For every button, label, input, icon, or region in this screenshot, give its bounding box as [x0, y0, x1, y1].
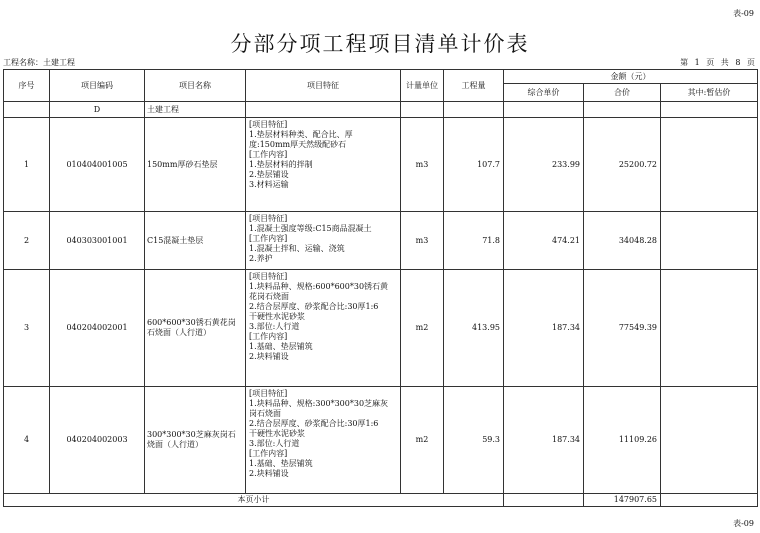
project-info-line	[3, 57, 757, 69]
row-total: 25200.72	[584, 118, 661, 212]
header-amount: 金额（元）	[504, 70, 758, 84]
row-seq: 3	[4, 270, 50, 387]
feature-line: 1.基础、垫层铺筑	[249, 459, 313, 468]
feature-line: 花岗石烧面	[249, 292, 289, 301]
feature-line: 1.混凝土强度等级:C15商品混凝土	[249, 224, 372, 233]
project-name: 工程名称：土建工程	[3, 58, 75, 67]
feature-line: 1.块料品种、规格:600*600*30锈石黄	[249, 282, 389, 291]
feature-line: 3.材料运输	[249, 180, 289, 189]
feature-line: 度:150mm厚天然级配砂石	[249, 140, 347, 149]
feature-line: 2.养护	[249, 254, 273, 263]
header-code: 项目编码	[50, 70, 145, 102]
section-row	[4, 102, 758, 118]
row-seq: 1	[4, 118, 50, 212]
row-unit-price: 187.34	[504, 387, 584, 494]
header-name: 项目名称	[145, 70, 246, 102]
page-title: 分部分项工程项目清单计价表	[230, 32, 530, 56]
feature-line: 2.结合层厚度、砂浆配合比:30厚1:6	[249, 302, 379, 311]
feature-line: 2.块料铺设	[249, 469, 289, 478]
row-total: 11109.26	[584, 387, 661, 494]
row-seq: 4	[4, 387, 50, 494]
row-features	[246, 270, 401, 387]
row-qty: 71.8	[444, 212, 504, 270]
row-code: 010404001005	[50, 118, 145, 212]
section-code: D	[50, 102, 145, 118]
feature-line: 3.部位:人行道	[249, 322, 300, 331]
header-provisional: 其中:暂估价	[661, 84, 758, 102]
row-unit: m2	[401, 270, 444, 387]
row-total: 34048.28	[584, 212, 661, 270]
feature-line: 2.垫层铺设	[249, 170, 289, 179]
feature-line: 1.混凝土拌和、运输、浇筑	[249, 244, 345, 253]
form-code-bottom: 表-09	[733, 519, 754, 528]
row-qty: 59.3	[444, 387, 504, 494]
row-features	[246, 118, 401, 212]
header-total: 合价	[584, 84, 661, 102]
feature-line: 2.块料铺设	[249, 352, 289, 361]
feature-line: 2.结合层厚度、砂浆配合比:30厚1:6	[249, 419, 379, 428]
header-qty: 工程量	[444, 70, 504, 102]
row-qty: 413.95	[444, 270, 504, 387]
bill-table	[3, 69, 758, 507]
feature-line: 1.块料品种、规格:300*300*30芝麻灰	[249, 399, 389, 408]
row-unit: m3	[401, 118, 444, 212]
row-code: 040204002003	[50, 387, 145, 494]
subtotal-row	[4, 494, 758, 507]
feature-line: 1.垫层材料种类、配合比、厚	[249, 130, 353, 139]
row-provisional	[661, 387, 758, 494]
row-total: 77549.39	[584, 270, 661, 387]
row-seq: 2	[4, 212, 50, 270]
row-unit-price: 233.99	[504, 118, 584, 212]
feature-line: 干硬性水泥砂浆	[249, 429, 305, 438]
row-name: 300*300*30芝麻灰岗石烧面（人行道）	[145, 387, 246, 494]
row-provisional	[661, 212, 758, 270]
feature-line: 3.部位:人行道	[249, 439, 300, 448]
row-provisional	[661, 270, 758, 387]
feature-line: 1.基础、垫层铺筑	[249, 342, 313, 351]
feature-line: [项目特征]	[249, 120, 288, 129]
feature-line: 干硬性水泥砂浆	[249, 312, 305, 321]
table-row	[4, 212, 758, 270]
header-feature: 项目特征	[246, 70, 401, 102]
header-seq: 序号	[4, 70, 50, 102]
feature-line: [项目特征]	[249, 389, 288, 398]
row-name: 150mm厚砂石垫层	[145, 118, 246, 212]
table-row	[4, 387, 758, 494]
section-name: 土建工程	[145, 102, 246, 118]
feature-line: 1.垫层材料的拌制	[249, 160, 313, 169]
feature-line: 岗石烧面	[249, 409, 281, 418]
page-info: 第 1 页 共 8 页	[680, 58, 755, 67]
table-row	[4, 270, 758, 387]
subtotal-label: 本页小计	[4, 494, 504, 507]
subtotal-total: 147907.65	[584, 494, 661, 507]
header-unit: 计量单位	[401, 70, 444, 102]
row-unit-price: 187.34	[504, 270, 584, 387]
feature-line: [工作内容]	[249, 332, 288, 341]
row-code: 040303001001	[50, 212, 145, 270]
row-qty: 107.7	[444, 118, 504, 212]
row-name: C15混凝土垫层	[145, 212, 246, 270]
feature-line: [工作内容]	[249, 234, 288, 243]
table-row	[4, 118, 758, 212]
feature-line: [工作内容]	[249, 150, 288, 159]
feature-line: [项目特征]	[249, 272, 288, 281]
row-features	[246, 387, 401, 494]
header-unit-price: 综合单价	[504, 84, 584, 102]
row-provisional	[661, 118, 758, 212]
row-code: 040204002001	[50, 270, 145, 387]
feature-line: [工作内容]	[249, 449, 288, 458]
feature-line: [项目特征]	[249, 214, 288, 223]
row-features	[246, 212, 401, 270]
form-code-top: 表-09	[733, 9, 754, 18]
row-unit: m2	[401, 387, 444, 494]
row-unit-price: 474.21	[504, 212, 584, 270]
row-unit: m3	[401, 212, 444, 270]
row-name: 600*600*30锈石黄花岗石烧面（人行道）	[145, 270, 246, 387]
